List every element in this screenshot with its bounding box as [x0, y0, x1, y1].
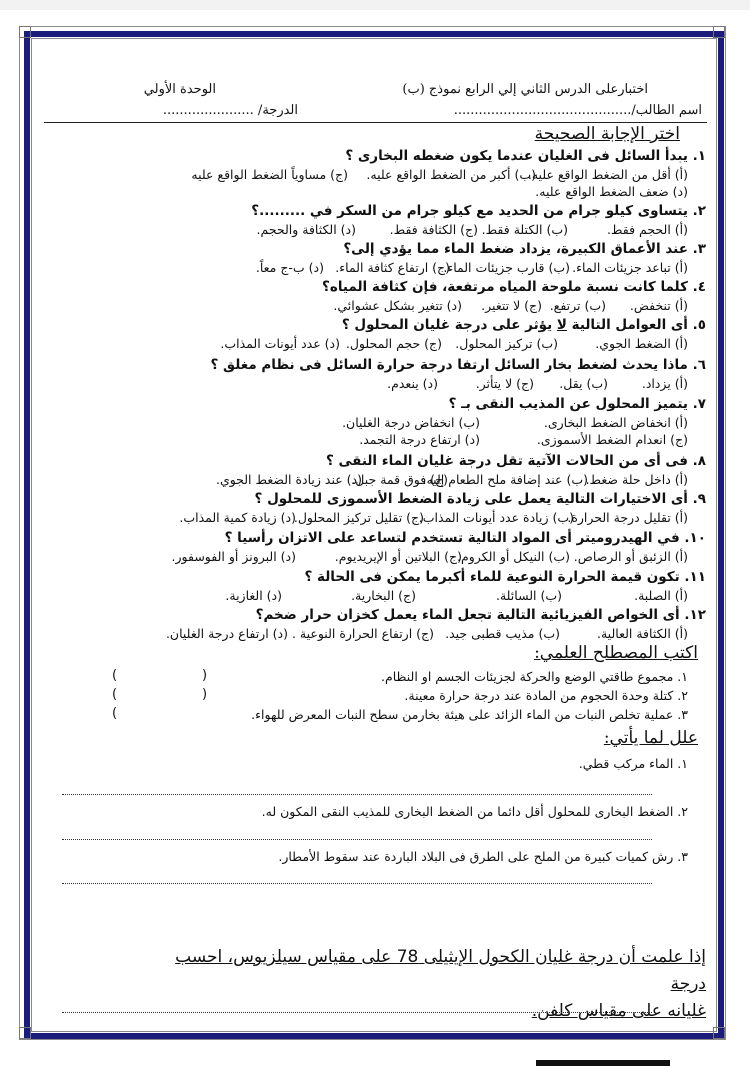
option[interactable]: (ب) السائلة. [495, 588, 562, 603]
question-1: ١. يبدأ السائل فى الغليان عندما يكون ضغطه البخارى ؟ [345, 148, 706, 164]
header-divider [44, 122, 707, 123]
option[interactable]: (ج) البلاتين أو الإيريديوم. [334, 549, 462, 564]
corner-ornament [713, 26, 725, 38]
option[interactable]: (ج) ارتفاع الحرارة النوعية . [291, 626, 434, 641]
question-10: ١٠. في الهيدروميتر أى المواد التالية تستخدم لتساعد على الاتزان رأسيا ؟ [224, 530, 706, 546]
section-title-terms: اكتب المصطلح العلمي: [534, 643, 698, 663]
answer-line[interactable] [62, 839, 652, 840]
option[interactable]: (د) ب-ج معاً. [255, 260, 324, 275]
option[interactable]: (د) البرونز أو الفوسفور. [171, 549, 296, 564]
section-title-mcq: اختر الإجابة الصحيحة [534, 124, 680, 144]
explain-item-3: ٣. رش كميات كبيرة من الملح على الطرق فى البلاد الباردة عند سقوط الأمطار. [278, 849, 688, 864]
option[interactable]: (ج) فوق قمة جبل. [351, 472, 448, 487]
option[interactable]: (ب) أكبر من الضغط الواقع عليه. [366, 167, 536, 182]
option[interactable]: (ب) عند إضافة ملح الطعام إليه. [422, 472, 588, 487]
option[interactable]: (ب) ترتفع. [549, 298, 606, 313]
top-strip [0, 0, 750, 10]
option[interactable]: (د) الكثافة والحجم. [256, 222, 356, 237]
options-1b [535, 183, 688, 200]
corner-ornament [19, 26, 31, 38]
option[interactable]: (ج) ارتفاع كثافة الماء. [335, 260, 450, 275]
option[interactable]: (ج) الكثافة فقط. [389, 222, 478, 237]
question-6: ٦. ماذا يحدث لضغط بخار السائل ارتفا درجة حرارة السائل فى نظام مغلق ؟ [210, 357, 706, 373]
term-item-3: ٣. عملية تخلص النبات من الماء الزائد على هيئة بخارمن سطح النبات المعرض للهواء. [251, 707, 688, 722]
option[interactable]: (أ) الحجم فقط. [606, 222, 688, 237]
option[interactable]: (أ) الزئبق أو الرصاص. [573, 549, 688, 564]
answer-paren-open[interactable]: ( [202, 687, 208, 702]
option[interactable]: (أ) يزداد. [641, 376, 688, 391]
corner-ornament [713, 1027, 725, 1039]
options-8 [216, 471, 688, 488]
option[interactable]: (أ) انخفاض الضغط البخارى. [543, 415, 688, 430]
term-item-1: ١. مجموع طاقتي الوضع والحركة لجزيئات الجسم او النظام. [380, 669, 688, 684]
option[interactable]: (د) ارتفاع درجة الغليان. [165, 626, 288, 641]
options-11 [225, 587, 688, 604]
answer-line[interactable] [62, 794, 652, 795]
options-7b [359, 431, 688, 448]
option[interactable]: (أ) أقل من الضغط الواقع عليه. [527, 167, 688, 182]
explain-item-1: ١. الماء مركب قطي. [578, 756, 688, 771]
student-name-field[interactable]: اسم الطالب/........................................... [453, 103, 702, 118]
answer-paren-close[interactable]: ) [112, 687, 118, 702]
options-10 [172, 548, 688, 565]
question-7: ٧. يتميز المحلول عن المذيب النقى بـ ؟ [448, 396, 706, 412]
option[interactable]: (د) عدد أيونات المذاب. [220, 336, 340, 351]
question-5-pre: ٥. أى العوامل التالية [566, 317, 706, 333]
question-5-post: يؤثر على درجة غليان المحلول ؟ [341, 317, 557, 333]
answer-line[interactable] [62, 883, 652, 884]
question-12: ١٢. أى الخواص الفيزيائية التالية تجعل الماء يعمل كخزان حرار ضخم؟ [255, 607, 706, 623]
question-3: ٣. عند الأعماق الكبيرة، يزداد ضغط الماء مما يؤدي إلى؟ [343, 241, 706, 257]
corner-ornament [19, 1027, 31, 1039]
option[interactable]: (ب) قارب جزيئات الماء. [443, 260, 570, 275]
options-6 [387, 375, 688, 392]
exam-page [40, 40, 706, 1020]
answer-line[interactable] [62, 1012, 652, 1013]
option[interactable]: (د) عند زيادة الضغط الجوي. [215, 472, 362, 487]
question-2: ٢. يتساوى كيلو جرام من الحديد مع كيلو جرام من السكر في .........؟ [251, 203, 706, 219]
option[interactable]: (د) ينعدم. [387, 376, 438, 391]
option[interactable]: (ب) الكتلة فقط. [481, 222, 568, 237]
option[interactable]: (أ) تنخفض. [629, 298, 688, 313]
option[interactable]: (ج) انعدام الضغط الأسموزى. [536, 432, 688, 447]
options-1 [191, 166, 688, 183]
options-3 [256, 259, 688, 276]
question-11: ١١. تكون قيمة الحرارة النوعية للماء أكبرما يمكن فى الحالة ؟ [304, 569, 706, 585]
unit-label: الوحدة الأولي [143, 82, 216, 97]
option[interactable]: (ج) لا يتأثر. [475, 376, 534, 391]
option[interactable]: (ب) مذيب قطبى جيد. [445, 626, 560, 641]
option[interactable]: (ب) النيكل أو الكروم. [457, 549, 570, 564]
option[interactable]: (ب) انخفاض درجة الغليان. [342, 415, 480, 430]
option[interactable]: (د) ضعف الضغط الواقع عليه. [535, 184, 688, 199]
question-9: ٩. أى الاختيارات التالية يعمل على زيادة الضغط الأسموزى للمحلول ؟ [254, 491, 706, 507]
option[interactable]: (ج) لا تتغير. [481, 298, 542, 313]
answer-paren-open[interactable]: ( [202, 668, 208, 683]
option[interactable]: (ب) تركيز المحلول. [455, 336, 558, 351]
option[interactable]: (ج) حجم المحلول. [345, 336, 442, 351]
option[interactable]: (ج) مساوياً الضغط الواقع عليه [191, 167, 348, 182]
question-4: ٤. كلما كانت نسبة ملوحة المياه مرتفعة، فإن كثافة المياه؟ [322, 279, 706, 295]
option[interactable]: (أ) الضغط الجوي. [595, 336, 688, 351]
question-5-negation: لا [556, 317, 567, 333]
options-2 [257, 221, 688, 238]
bottom-bar [536, 1060, 670, 1066]
option[interactable]: (ب) يقل. [559, 376, 608, 391]
problem-line-2: غليانه على مقياس كلفن. [531, 1001, 706, 1021]
option[interactable]: (د) زيادة كمية المذاب. [179, 510, 296, 525]
problem-line-1: إذا علمت أن درجة غليان الكحول الإيثيلى 78 على مقياس سيلزيوس، احسب درجة [175, 947, 706, 994]
option[interactable]: (أ) الكثافة العالية. [597, 626, 688, 641]
options-4 [333, 297, 688, 314]
question-5 [40, 316, 706, 334]
grade-field[interactable]: الدرجة/ ...................... [162, 103, 298, 118]
option[interactable]: (د) ارتفاع درجة التجمد. [359, 432, 480, 447]
options-12 [166, 625, 688, 642]
answer-paren-close[interactable]: ) [112, 668, 118, 683]
option[interactable]: (أ) داخل حلة ضغط. [585, 472, 688, 487]
option[interactable]: (ج) البخارية. [351, 588, 416, 603]
option[interactable]: (أ) تباعد جزيئات الماء. [572, 260, 688, 275]
option[interactable]: (د) الغازية. [225, 588, 282, 603]
term-item-2: ٢. كتلة وحدة الحجوم من المادة عند درجة حرارة معينة. [404, 688, 688, 703]
explain-item-2: ٢. الضغط البخارى للمحلول أقل دائما من الضغط البخارى للمذيب النقى المكون له. [261, 804, 688, 819]
options-9 [179, 509, 688, 526]
option[interactable]: (د) تتغير بشكل عشوائي. [333, 298, 462, 313]
option[interactable]: (أ) الصلبة. [634, 588, 688, 603]
section-title-explain: علل لما يأتي: [603, 728, 698, 748]
question-8: ٨. فى أى من الحالات الآتية تقل درجة غليان الماء النقى ؟ [325, 453, 706, 469]
option[interactable]: (أ) تقليل درجة الحرارة. [567, 510, 688, 525]
answer-paren-close[interactable]: ) [112, 706, 118, 721]
exam-title: اختبارعلى الدرس الثاني إلي الرابع نموذج (ب) [402, 82, 648, 97]
option[interactable]: (ج) تقليل تركيز المحلول. [293, 510, 424, 525]
options-5 [220, 335, 688, 352]
options-7a [342, 414, 688, 431]
option[interactable]: (ب) زيادة عدد أيونات المذاب. [418, 510, 574, 525]
